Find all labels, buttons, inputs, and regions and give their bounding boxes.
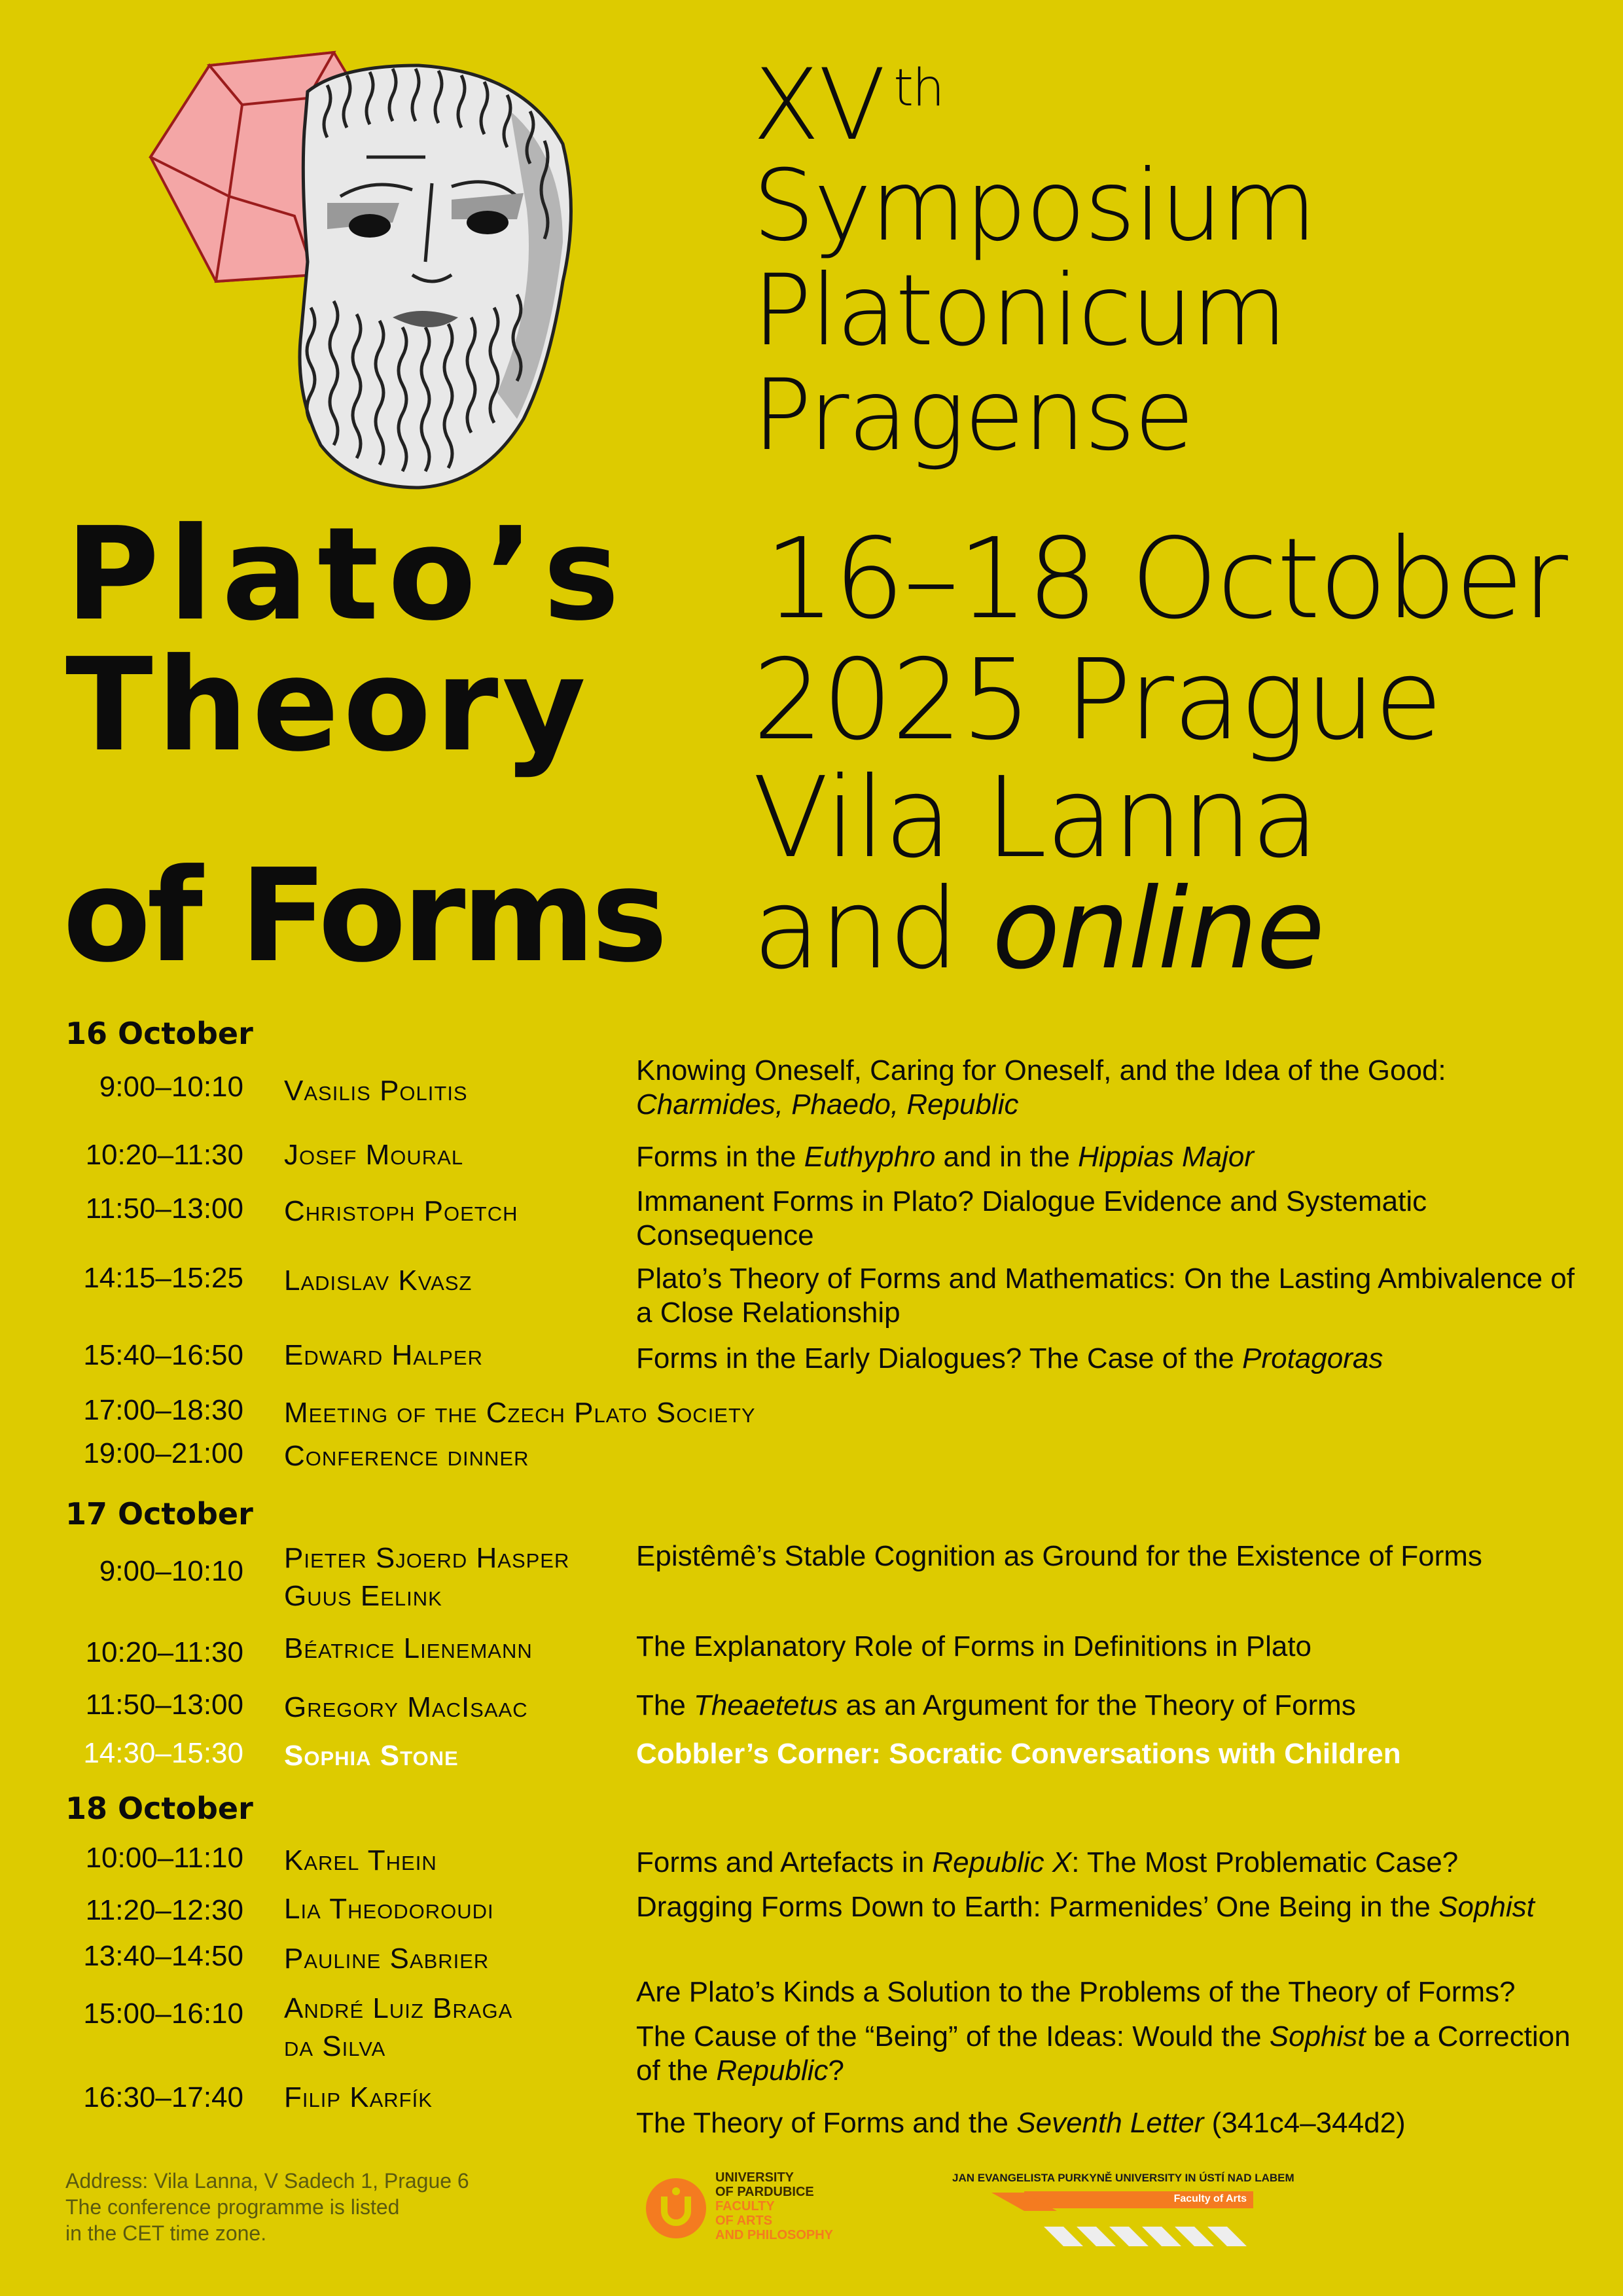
session-talk-title: Forms and Artefacts in Republic X: The Most Problematic Case? <box>636 1846 1459 1878</box>
symposium-numeral: XV $^{th}$ <box>753 48 944 162</box>
session-time: 17:00–18:30 <box>83 1394 243 1426</box>
session-time: 19:00–21:00 <box>83 1437 243 1469</box>
session-speaker: Meeting of the Czech Plato Society <box>284 1397 756 1429</box>
symposium-line1: Symposium <box>753 149 1316 263</box>
session-speaker: Pieter Sjoerd Hasper Guus Eelink <box>284 1542 570 1612</box>
session-time: 11:20–12:30 <box>85 1894 243 1926</box>
symposium-suffix: th <box>893 59 944 118</box>
session-talk-title: Knowing Oneself, Caring for Oneself, and the Idea of the Good: Charmides, Phaedo, Republic <box>636 1054 1446 1121</box>
session-time: 11:50–13:00 <box>85 1193 243 1225</box>
session-talk-title: Cobbler’s Corner: Socratic Conversations with Children <box>636 1738 1401 1770</box>
session-time: 16:30–17:40 <box>83 2081 243 2113</box>
session-speaker: André Luiz Braga da Silva <box>284 1992 513 2062</box>
head-icon <box>300 65 571 488</box>
session-speaker: Christoph Poetch <box>284 1195 518 1227</box>
address-note: Address: Vila Lanna, V Sadech 1, Prague 6 The conference programme is listed in the CET time zone. <box>65 2169 469 2245</box>
session-talk-title: Plato’s Theory of Forms and Mathematics: On the Lasting Ambivalence of a Close Relationship <box>636 1263 1575 1329</box>
day-heading: 16 October <box>65 1016 253 1051</box>
session-talk-title: Dragging Forms Down to Earth: Parmenides’ One Being in the Sophist <box>636 1891 1535 1923</box>
session-speaker: Lia Theodoroudi <box>284 1893 494 1925</box>
ujep-logo: JAN EVANGELISTA PURKYNĚ UNIVERSITY IN ÚSTÍ NAD LABEM Faculty of Arts <box>952 2172 1253 2250</box>
plato-head-illustration <box>144 26 589 497</box>
symposium-line3: Pragense <box>753 359 1194 473</box>
session-time: 10:00–11:10 <box>85 1842 243 1874</box>
day-heading: 17 October <box>65 1496 253 1532</box>
session-speaker: Pauline Sabrier <box>284 1943 490 1975</box>
session-talk-title: The Cause of the “Being” of the Ideas: Would the Sophist be a Correction of the Republic? <box>636 2020 1571 2087</box>
session-time: 10:20–11:30 <box>85 1139 243 1171</box>
session-time: 10:20–11:30 <box>85 1636 243 1668</box>
session-speaker: Karel Thein <box>284 1844 437 1876</box>
session-talk-title: Epistêmê’s Stable Cognition as Ground for the Existence of Forms <box>636 1540 1482 1572</box>
session-speaker: Conference dinner <box>284 1440 529 1472</box>
title-line3: of Forms <box>63 842 664 991</box>
day-heading: 18 October <box>65 1791 253 1826</box>
title-line1: Plato’s <box>65 500 629 649</box>
event-year-city: 2025 Prague <box>753 636 1442 765</box>
session-talk-title: Forms in the Early Dialogues? The Case of the Protagoras <box>636 1342 1383 1374</box>
event-venue: Vila Lanna <box>753 753 1318 883</box>
session-time: 13:40–14:50 <box>83 1940 243 1972</box>
symposium-line2: Platonicum <box>753 254 1287 368</box>
session-talk-title: Are Plato’s Kinds a Solution to the Problems of the Theory of Forms? <box>636 1976 1516 2008</box>
session-talk-title: Forms in the Euthyphro and in the Hippias Major <box>636 1141 1255 1173</box>
university-pardubice-logo: UNIVERSITY OF PARDUBICE FACULTY OF ARTS AND PHILOSOPHY <box>645 2170 933 2249</box>
session-time: 14:15–15:25 <box>83 1262 243 1294</box>
session-talk-title: The Theory of Forms and the Seventh Letter (341c4–344d2) <box>636 2107 1406 2139</box>
session-speaker: Josef Moural <box>284 1139 464 1171</box>
session-time: 15:40–16:50 <box>83 1339 243 1371</box>
session-time: 9:00–10:10 <box>99 1555 243 1587</box>
session-time: 11:50–13:00 <box>85 1689 243 1721</box>
session-talk-title: The Explanatory Role of Forms in Definitions in Plato <box>636 1630 1312 1662</box>
session-time: 15:00–16:10 <box>83 1998 243 2030</box>
session-speaker: Ladislav Kvasz <box>284 1265 473 1297</box>
session-speaker: Vasilis Politis <box>284 1075 468 1107</box>
pardubice-emblem-icon <box>645 2177 707 2240</box>
session-talk-title: Immanent Forms in Plato? Dialogue Evidence and Systematic Consequence <box>636 1185 1427 1251</box>
event-online: and online <box>753 865 1324 994</box>
event-dates: 16–18 October <box>764 514 1567 644</box>
title-line2: Theory <box>65 631 590 780</box>
session-speaker: Sophia Stone <box>284 1740 459 1772</box>
session-speaker: Filip Karfík <box>284 2081 433 2113</box>
session-speaker: Gregory MacIsaac <box>284 1691 528 1723</box>
session-time: 9:00–10:10 <box>99 1071 243 1103</box>
session-speaker: Edward Halper <box>284 1339 483 1371</box>
ujep-stripes-icon <box>952 2189 1253 2250</box>
session-speaker: Béatrice Lienemann <box>284 1632 533 1664</box>
session-talk-title: The Theaetetus as an Argument for the Theory of Forms <box>636 1689 1356 1721</box>
session-time: 14:30–15:30 <box>83 1737 243 1769</box>
